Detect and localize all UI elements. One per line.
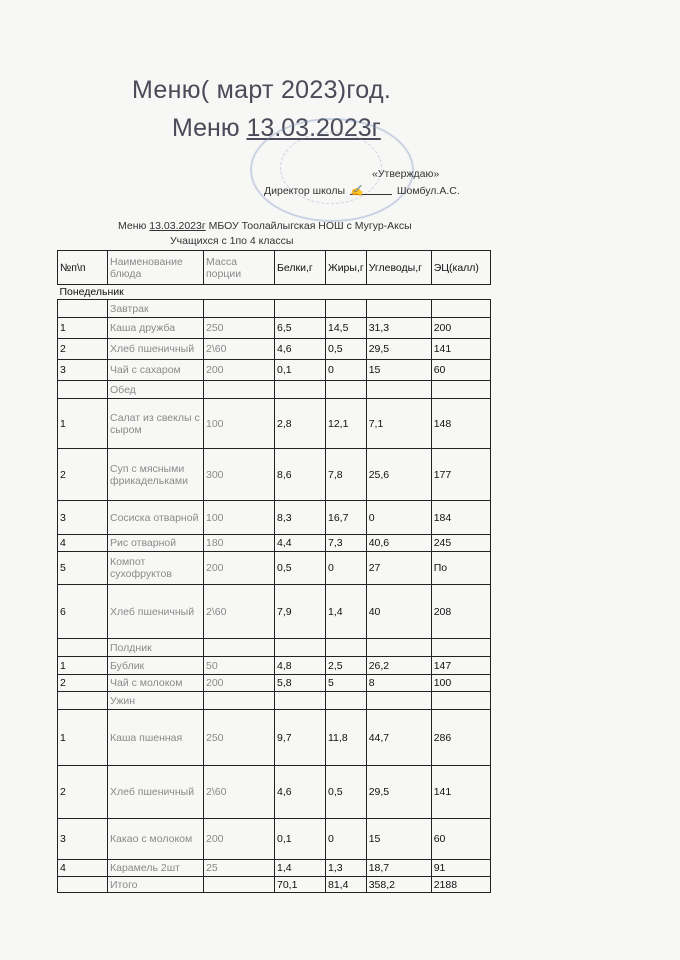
cell-protein: 9,7 [275, 710, 326, 766]
cell-mass: 200 [204, 819, 275, 860]
table-row [58, 535, 491, 552]
cell-carbs: 31,3 [366, 318, 431, 339]
section-label: Завтрак [108, 300, 204, 318]
section-label: Ужин [108, 692, 204, 710]
cell-kcal: 141 [431, 766, 490, 819]
cell-carbs: 15 [366, 360, 431, 381]
menu-info-line [118, 220, 412, 232]
director-label: Директор школы [264, 185, 346, 197]
handwritten-signature: ✍ [350, 185, 364, 197]
cell-n: 4 [58, 535, 108, 552]
cell-name: Рис отварной [108, 535, 204, 552]
cell-kcal: 147 [431, 657, 490, 675]
cell-mass: 200 [204, 552, 275, 585]
section-label: Полдник [108, 639, 204, 657]
section-row [58, 692, 491, 710]
table-row [58, 657, 491, 675]
cell-fat: 1,4 [326, 585, 367, 639]
section-row [58, 381, 491, 399]
cell-mass: 100 [204, 399, 275, 449]
cell-name: Хлеб пшеничный [108, 339, 204, 360]
cell-mass: 200 [204, 360, 275, 381]
table-cell [58, 639, 108, 657]
table-cell [204, 381, 275, 399]
table-row [58, 710, 491, 766]
cell-fat: 7,3 [326, 535, 367, 552]
cell-protein: 2,8 [275, 399, 326, 449]
table-cell [326, 300, 367, 318]
cell-protein: 4,6 [275, 766, 326, 819]
table-cell [204, 877, 275, 893]
table-row [58, 318, 491, 339]
cell-carbs: 26,2 [366, 657, 431, 675]
cell-n: 3 [58, 819, 108, 860]
director-name: Шомбул.А.С. [396, 185, 460, 197]
table-cell [204, 300, 275, 318]
cell-fat: 7,8 [326, 449, 367, 501]
cell-mass: 250 [204, 710, 275, 766]
table-cell [58, 877, 108, 893]
cell-mass: 2\60 [204, 766, 275, 819]
cell-name: Компот сухофруктов [108, 552, 204, 585]
cell-carbs: 29,5 [366, 339, 431, 360]
total-protein: 70,1 [275, 877, 326, 893]
table-cell [204, 639, 275, 657]
day-label: Понедельник [58, 285, 491, 300]
table-row [58, 675, 491, 692]
cell-n: 2 [58, 675, 108, 692]
cell-fat: 0,5 [326, 766, 367, 819]
table-cell [275, 300, 326, 318]
cell-fat: 5 [326, 675, 367, 692]
table-cell [431, 692, 490, 710]
table-row [58, 501, 491, 535]
cell-name: Суп с мясными фрикадельками [108, 449, 204, 501]
cell-kcal: 60 [431, 360, 490, 381]
table-row [58, 766, 491, 819]
cell-fat: 0,5 [326, 339, 367, 360]
signature-line [350, 184, 392, 195]
cell-mass: 250 [204, 318, 275, 339]
menu-table-body [58, 251, 491, 893]
cell-carbs: 40 [366, 585, 431, 639]
cell-n: 5 [58, 552, 108, 585]
cell-mass: 300 [204, 449, 275, 501]
cell-n: 2 [58, 449, 108, 501]
cell-mass: 2\60 [204, 339, 275, 360]
cell-carbs: 29,5 [366, 766, 431, 819]
cell-kcal: 184 [431, 501, 490, 535]
table-row [58, 339, 491, 360]
section-label: Обед [108, 381, 204, 399]
subtitle-date: 13.03.2023г [246, 114, 381, 142]
cell-mass: 180 [204, 535, 275, 552]
cell-fat: 12,1 [326, 399, 367, 449]
students-info: Учащихся с 1по 4 классы [170, 235, 294, 247]
cell-n: 4 [58, 860, 108, 877]
cell-n: 1 [58, 657, 108, 675]
cell-name: Хлеб пшеничный [108, 766, 204, 819]
cell-carbs: 25,6 [366, 449, 431, 501]
cell-kcal: 177 [431, 449, 490, 501]
total-carbs: 358,2 [366, 877, 431, 893]
cell-protein: 8,6 [275, 449, 326, 501]
cell-kcal: 200 [431, 318, 490, 339]
table-header-row [58, 251, 491, 285]
cell-n: 2 [58, 766, 108, 819]
cell-n: 1 [58, 318, 108, 339]
cell-fat: 0 [326, 360, 367, 381]
table-row [58, 449, 491, 501]
header-cell: Углеводы,г [366, 251, 431, 285]
cell-protein: 6,5 [275, 318, 326, 339]
cell-kcal: По [431, 552, 490, 585]
cell-name: Сосиска отварной [108, 501, 204, 535]
cell-name: Каша пшенная [108, 710, 204, 766]
cell-kcal: 286 [431, 710, 490, 766]
cell-kcal: 148 [431, 399, 490, 449]
cell-protein: 8,3 [275, 501, 326, 535]
total-label: Итого [108, 877, 204, 893]
cell-carbs: 27 [366, 552, 431, 585]
cell-protein: 0,1 [275, 819, 326, 860]
subtitle-prefix: Меню [172, 114, 247, 142]
cell-mass: 25 [204, 860, 275, 877]
cell-protein: 0,1 [275, 360, 326, 381]
cell-carbs: 18,7 [366, 860, 431, 877]
cell-protein: 1,4 [275, 860, 326, 877]
table-cell [275, 639, 326, 657]
cell-name: Каша дружба [108, 318, 204, 339]
header-cell: Белки,г [275, 251, 326, 285]
cell-n: 1 [58, 399, 108, 449]
cell-kcal: 141 [431, 339, 490, 360]
cell-mass: 200 [204, 675, 275, 692]
table-cell [366, 639, 431, 657]
table-row [58, 585, 491, 639]
cell-name: Карамель 2шт [108, 860, 204, 877]
cell-kcal: 245 [431, 535, 490, 552]
cell-n: 2 [58, 339, 108, 360]
table-cell [58, 381, 108, 399]
cell-fat: 0 [326, 819, 367, 860]
header-cell: ЭЦ(калл) [431, 251, 490, 285]
table-cell [326, 639, 367, 657]
cell-carbs: 0 [366, 501, 431, 535]
table-row [58, 360, 491, 381]
cell-name: Какао с молоком [108, 819, 204, 860]
cell-kcal: 91 [431, 860, 490, 877]
menu-info-school: МБОУ Тоолайлыгская НОШ с Мугур-Аксы [205, 220, 412, 232]
section-row [58, 300, 491, 318]
document-title: Меню( март 2023)год. [132, 76, 392, 104]
table-cell [431, 639, 490, 657]
cell-mass: 100 [204, 501, 275, 535]
cell-mass: 2\60 [204, 585, 275, 639]
cell-kcal: 60 [431, 819, 490, 860]
table-row [58, 399, 491, 449]
header-cell: №п\п [58, 251, 108, 285]
cell-protein: 5,8 [275, 675, 326, 692]
cell-protein: 4,4 [275, 535, 326, 552]
table-cell [431, 300, 490, 318]
menu-info-date: 13.03.2023г [149, 220, 206, 232]
table-cell [366, 692, 431, 710]
cell-kcal: 208 [431, 585, 490, 639]
director-line [264, 184, 460, 197]
cell-fat: 16,7 [326, 501, 367, 535]
table-cell [204, 692, 275, 710]
cell-name: Чай с молоком [108, 675, 204, 692]
cell-protein: 0,5 [275, 552, 326, 585]
table-cell [431, 381, 490, 399]
cell-fat: 0 [326, 552, 367, 585]
cell-fat: 1,3 [326, 860, 367, 877]
table-cell [275, 381, 326, 399]
cell-carbs: 7,1 [366, 399, 431, 449]
cell-n: 1 [58, 710, 108, 766]
cell-fat: 11,8 [326, 710, 367, 766]
table-row [58, 819, 491, 860]
menu-table [57, 250, 491, 893]
cell-carbs: 40,6 [366, 535, 431, 552]
menu-info-prefix: Меню [118, 220, 150, 232]
cell-n: 3 [58, 501, 108, 535]
cell-fat: 2,5 [326, 657, 367, 675]
table-row [58, 860, 491, 877]
table-cell [275, 692, 326, 710]
cell-n: 3 [58, 360, 108, 381]
cell-name: Хлеб пшеничный [108, 585, 204, 639]
total-fat: 81,4 [326, 877, 367, 893]
total-row [58, 877, 491, 893]
header-cell: Масса порции [204, 251, 275, 285]
cell-mass: 50 [204, 657, 275, 675]
table-cell [326, 692, 367, 710]
cell-protein: 4,8 [275, 657, 326, 675]
day-row [58, 285, 491, 300]
cell-n: 6 [58, 585, 108, 639]
table-cell [366, 300, 431, 318]
table-cell [366, 381, 431, 399]
header-cell: Наименование блюда [108, 251, 204, 285]
total-kcal: 2188 [431, 877, 490, 893]
table-cell [58, 692, 108, 710]
cell-protein: 7,9 [275, 585, 326, 639]
cell-name: Бублик [108, 657, 204, 675]
cell-protein: 4,6 [275, 339, 326, 360]
cell-name: Чай с сахаром [108, 360, 204, 381]
cell-fat: 14,5 [326, 318, 367, 339]
header-cell: Жиры,г [326, 251, 367, 285]
section-row [58, 639, 491, 657]
table-cell [58, 300, 108, 318]
cell-carbs: 44,7 [366, 710, 431, 766]
cell-carbs: 15 [366, 819, 431, 860]
cell-name: Салат из свеклы с сыром [108, 399, 204, 449]
approval-label: «Утверждаю» [372, 168, 440, 180]
table-cell [326, 381, 367, 399]
table-row [58, 552, 491, 585]
cell-kcal: 100 [431, 675, 490, 692]
cell-carbs: 8 [366, 675, 431, 692]
